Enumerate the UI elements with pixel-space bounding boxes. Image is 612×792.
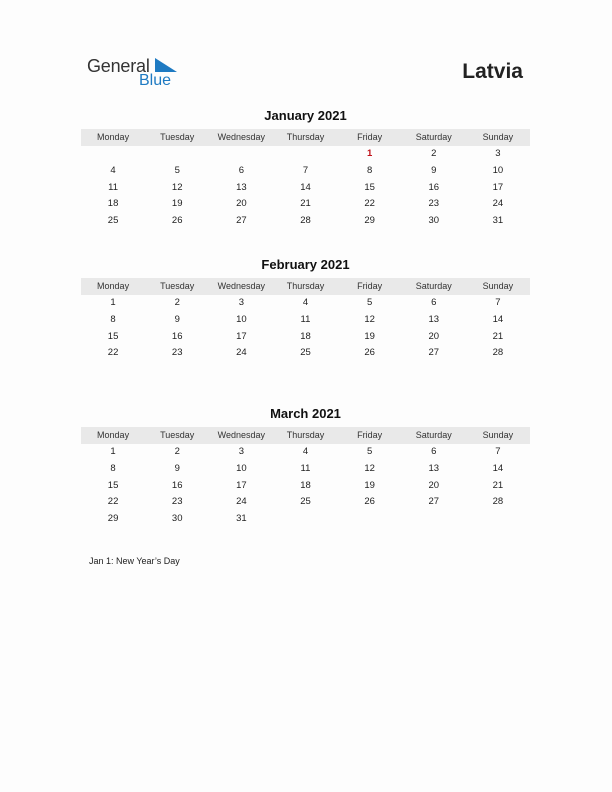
month-title: March 2021: [270, 406, 341, 421]
day-cell: 15: [107, 330, 119, 342]
day-cell: 6: [431, 446, 437, 457]
month-title: January 2021: [264, 108, 347, 123]
week-row: [81, 196, 530, 213]
day-cell: 16: [171, 479, 183, 491]
day-cell: 27: [236, 215, 247, 227]
day-cell: 10: [492, 164, 504, 176]
day-cell: 8: [366, 164, 373, 176]
day-cell: 24: [236, 347, 247, 359]
day-cell: 23: [171, 347, 183, 359]
day-cell: 12: [364, 462, 375, 474]
day-cell: 13: [236, 181, 247, 193]
weekday-label: Wednesday: [217, 430, 266, 440]
logo-text-general: General: [87, 56, 150, 76]
weekday-label: Tuesday: [160, 132, 195, 142]
day-cell: 18: [300, 479, 311, 491]
day-cell: 21: [492, 479, 504, 491]
day-cell: 9: [431, 164, 437, 176]
day-cell: 19: [171, 198, 183, 210]
empty-day-cell: [145, 146, 209, 163]
week-row: [81, 478, 530, 495]
day-cell: 13: [428, 462, 440, 474]
day-cell: 31: [236, 513, 247, 525]
weekday-label: Thursday: [286, 430, 325, 440]
day-cell: 12: [364, 313, 375, 325]
week-row: [81, 295, 530, 312]
day-cell: 3: [238, 297, 244, 308]
weekday-label: Monday: [97, 132, 130, 142]
day-cell: 1: [110, 446, 116, 457]
weekday-label: Friday: [357, 430, 383, 440]
day-cell: 19: [364, 330, 375, 342]
weekday-label: Tuesday: [160, 430, 195, 440]
week-row: [81, 494, 530, 511]
weekday-label: Sunday: [482, 281, 514, 291]
weekday-label: Saturday: [415, 132, 452, 142]
day-cell: 6: [431, 297, 437, 308]
week-row: [81, 511, 530, 528]
day-cell: 1: [366, 148, 373, 159]
day-cell: 1: [110, 297, 116, 308]
day-cell: 14: [300, 181, 311, 193]
weekday-label: Sunday: [482, 430, 514, 440]
weekday-label: Friday: [357, 132, 383, 142]
month-calendar-february: [81, 256, 530, 362]
day-cell: 28: [492, 496, 504, 508]
weekday-label: Monday: [97, 281, 130, 291]
day-cell: 5: [366, 446, 373, 457]
day-cell: 30: [428, 215, 440, 227]
day-cell: 10: [236, 313, 247, 325]
day-cell: 20: [236, 198, 247, 210]
day-cell: 11: [300, 462, 311, 474]
day-cell: 5: [366, 297, 373, 308]
logo-text-blue: Blue: [139, 72, 172, 89]
week-row: [81, 345, 530, 362]
holiday-notes: [89, 556, 180, 566]
day-cell: 23: [171, 496, 183, 508]
day-cell: 11: [108, 181, 118, 193]
weekday-label: Wednesday: [217, 281, 266, 291]
day-cell: 29: [364, 215, 375, 227]
empty-day-cell: [209, 146, 273, 163]
day-cell: 24: [236, 496, 247, 508]
day-cell: 3: [495, 148, 501, 159]
day-cell: 7: [302, 164, 309, 176]
holiday-note: Jan 1: New Year’s Day: [89, 556, 180, 566]
day-cell: 2: [431, 148, 437, 159]
week-row: [81, 163, 530, 180]
day-cell: 7: [495, 446, 501, 457]
logo-triangle-icon: [155, 58, 177, 72]
day-cell: 10: [236, 462, 247, 474]
day-cell: 21: [300, 198, 311, 210]
day-cell: 6: [238, 164, 244, 176]
day-cell: 23: [428, 198, 440, 210]
day-cell: 3: [238, 446, 244, 457]
month-title: February 2021: [261, 257, 350, 272]
empty-day-cell: [402, 511, 466, 528]
day-cell: 29: [107, 513, 119, 525]
country-title: Latvia: [462, 60, 523, 83]
day-cell: 26: [364, 347, 375, 359]
day-cell: 25: [107, 215, 119, 227]
day-cell: 8: [110, 313, 116, 325]
day-cell: 24: [492, 198, 504, 210]
day-cell: 15: [364, 181, 375, 193]
day-cell: 22: [107, 496, 119, 508]
day-cell: 16: [171, 330, 183, 342]
month-calendar-january: [81, 107, 530, 230]
empty-day-cell: [466, 511, 530, 528]
week-row: [81, 213, 530, 230]
day-cell: 4: [110, 164, 116, 176]
week-row: [81, 146, 530, 163]
day-cell: 9: [174, 313, 180, 325]
day-cell: 14: [492, 313, 504, 325]
day-cell: 17: [236, 330, 247, 342]
day-cell: 4: [302, 446, 309, 457]
empty-day-cell: [81, 146, 145, 163]
day-cell: 14: [492, 462, 504, 474]
day-cell: 2: [174, 297, 180, 308]
day-cell: 4: [302, 297, 309, 308]
day-cell: 25: [300, 347, 311, 359]
day-cell: 18: [300, 330, 311, 342]
day-cell: 2: [174, 446, 180, 457]
day-cell: 11: [300, 313, 311, 325]
day-cell: 13: [428, 313, 440, 325]
day-cell: 12: [171, 181, 183, 193]
week-row: [81, 312, 530, 329]
day-cell: 31: [492, 215, 504, 227]
day-cell: 20: [428, 330, 440, 342]
day-cell: 19: [364, 479, 375, 491]
day-cell: 28: [300, 215, 311, 227]
weekday-header-row: [81, 129, 530, 146]
weekday-label: Saturday: [415, 281, 452, 291]
weekday-header-row: [81, 278, 530, 295]
day-cell: 28: [492, 347, 504, 359]
weekday-label: Wednesday: [217, 132, 266, 142]
empty-day-cell: [338, 511, 402, 528]
week-row: [81, 180, 530, 197]
day-cell: 27: [428, 496, 440, 508]
month-calendar-march: [81, 405, 530, 528]
weekday-label: Tuesday: [160, 281, 195, 291]
day-cell: 15: [107, 479, 119, 491]
day-cell: 9: [174, 462, 180, 474]
day-cell: 5: [174, 164, 180, 176]
week-row: [81, 461, 530, 478]
day-cell: 22: [364, 198, 375, 210]
day-cell: 26: [171, 215, 183, 227]
weekday-label: Friday: [357, 281, 383, 291]
weekday-label: Sunday: [482, 132, 514, 142]
weekday-header-row: [81, 427, 530, 444]
day-cell: 25: [300, 496, 311, 508]
weekday-label: Saturday: [415, 430, 452, 440]
day-cell: 7: [495, 297, 501, 308]
day-cell: 22: [107, 347, 119, 359]
day-cell: 16: [428, 181, 440, 193]
day-cell: 8: [110, 462, 116, 474]
generalblue-logo: [87, 56, 187, 92]
weekday-label: Monday: [97, 430, 130, 440]
day-cell: 26: [364, 496, 375, 508]
weekday-label: Thursday: [286, 281, 325, 291]
day-cell: 20: [428, 479, 440, 491]
day-cell: 27: [428, 347, 440, 359]
day-cell: 21: [492, 330, 504, 342]
week-row: [81, 329, 530, 346]
week-row: [81, 444, 530, 461]
weekday-label: Thursday: [286, 132, 325, 142]
empty-day-cell: [273, 511, 337, 528]
empty-day-cell: [273, 146, 337, 163]
day-cell: 17: [492, 181, 504, 193]
day-cell: 30: [171, 513, 183, 525]
day-cell: 17: [236, 479, 247, 491]
day-cell: 18: [107, 198, 119, 210]
